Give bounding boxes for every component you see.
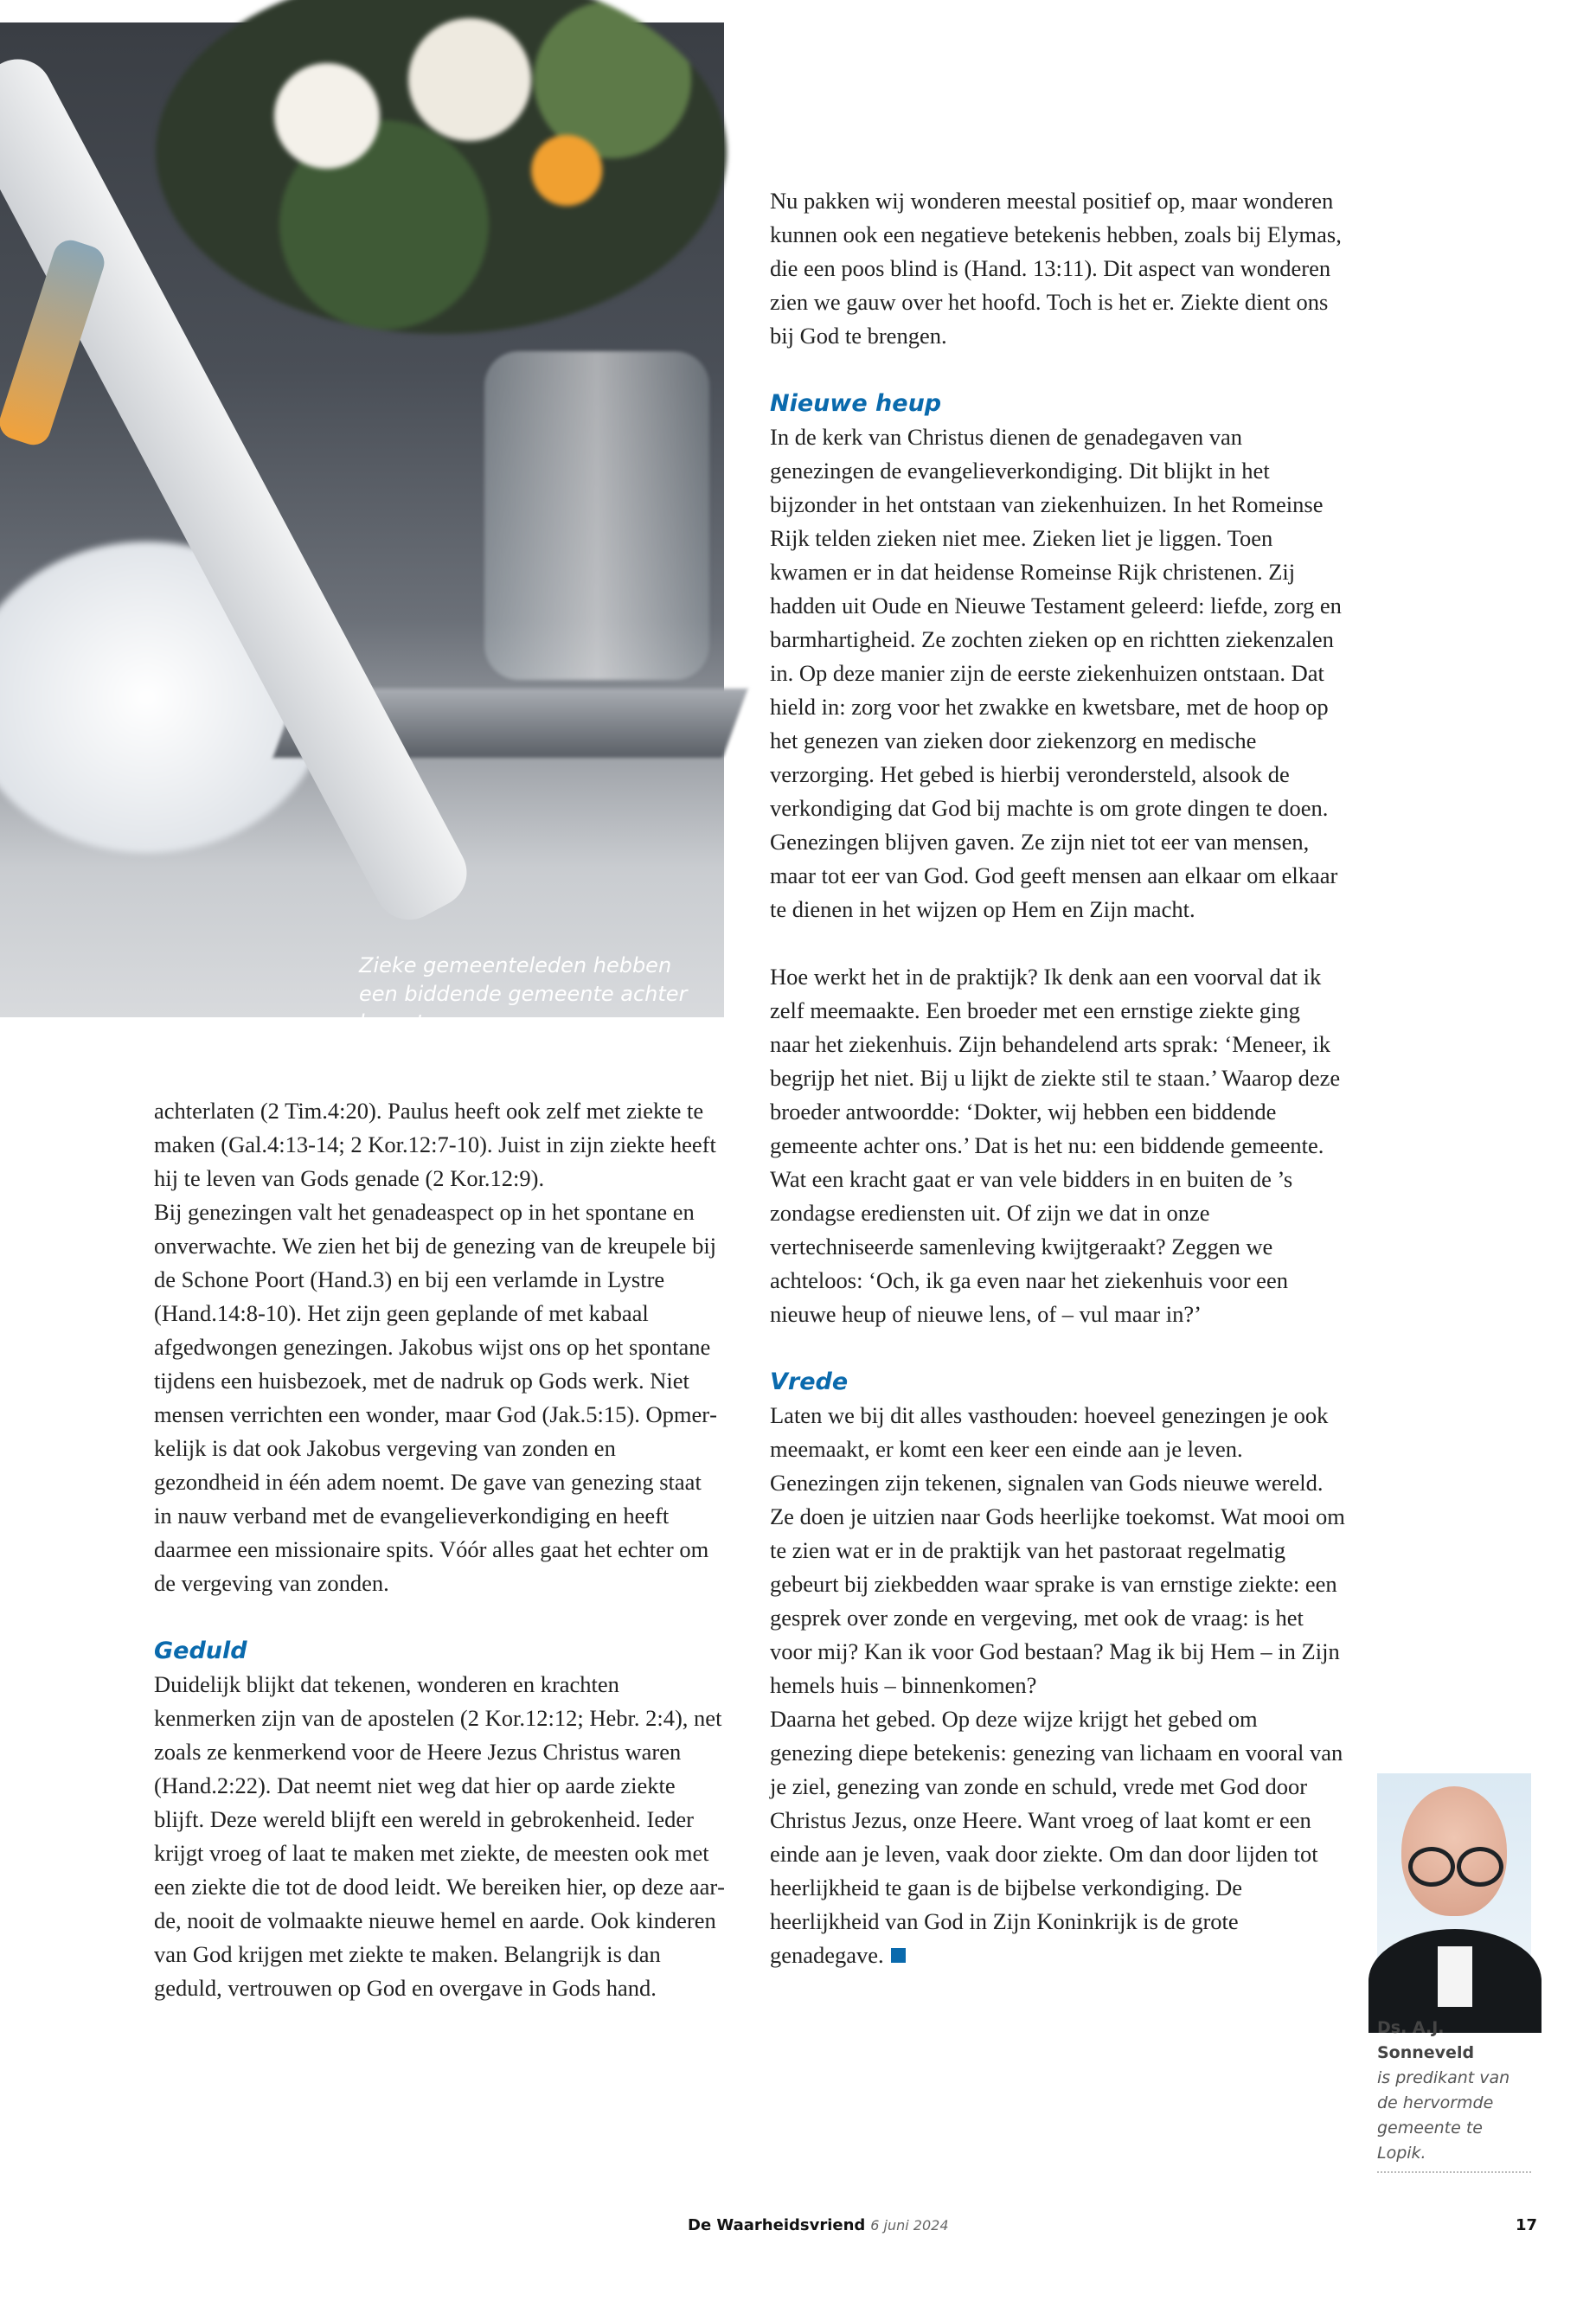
article-column-right-bottom: [770, 960, 1345, 1972]
subheading-geduld: Geduld: [154, 1638, 247, 1664]
author-role: is predikant van de hervormde gemeente te Lopik.: [1377, 2068, 1510, 2163]
photo-caption: Zieke gemeenteleden hebben een biddende gemeente achter hen staan.: [359, 953, 688, 1035]
paragraph: Bij genezingen valt het genadeaspect op in het spontane en onverwachte. We zien het bij de genezing van de kreupele bij de Schone Poort (Hand.3) en bij een verlamde in Lystre (Hand.14:8-10). Het zijn geen geplande of met kabaal afgedwongen genezingen. Jakobus wijst ons op het spontane tijdens een huisbezoek, met de nadruk op Gods werk. Niet mensen verrichten een wonder, maar God (Jak.5:15). Opmerkelijk is dat ook Jakobus vergeving van zonden en gezondheid in één adem noemt. De gave van genezing staat in nauw verband met de evangelieverkondiging en heeft daarmee een missionaire spits. Vóór alles gaat het echter om de vergeving van zonden.: [154, 1199, 717, 1596]
hospital-bed-flowers-photo: [0, 22, 724, 1035]
publication-name: De Waarheidsvriend: [688, 2216, 866, 2234]
final-text: Daarna het gebed. Op deze wijze krijgt het gebed om genezing diepe betekenis: genezing van lichaam en vooral van je ziel, genezing van zonde en schuld, vrede met God door Christus Jezus, onze Heere. Want vroeg of laat komt er een einde aan je leven, vaak door ziekte. Om dan door lijden tot heerlijkheid te gaan is de bijbelse verkondiging. De heerlijkheid van God in Zijn Koninkrijk is de grote genadegave.: [770, 1706, 1343, 1968]
paragraph: Laten we bij dit alles vasthouden: hoeveel genezingen je ook meemaakt, er komt een keer een einde aan je leven. Genezingen zijn tekenen, signalen van Gods nieuwe wereld. Ze doen je uitzien naar Gods heerlijke toekomst. Wat mooi om te zien wat er in de praktijk van het pastoraat regelmatig gebeurt bij ziekbedden waar sprake is van ernstige ziekte: een gesprek over zonde en vergeving, met ook de vraag: is het voor mij? Kan ik voor God bestaan? Mag ik bij Hem – in Zijn hemels huis – binnenkomen?: [770, 1402, 1345, 1698]
author-collar: [1438, 1946, 1472, 2007]
subheading-vrede: Vrede: [770, 1368, 849, 1395]
glasses-icon: [1401, 1847, 1507, 1881]
paragraph: Hoe werkt het in de praktijk? Ik denk aan een voorval dat ik zelf meemaakte. Een broeder met een ernstige ziekte ging naar het ziekenhuis. Zijn behandelend arts sprak: ‘Meneer, ik begrijp het niet. Bij u lijkt de ziekte stil te staan.’ Waarop deze broeder antwoordde: ‘Dokter, wij hebben een biddende gemeente achter ons.’ Dat is het nu: een biddende gemeente. Wat een kracht gaat er van vele bidders in en buiten de ’s zondagse erediensten uit. Of zijn we dat in onze vertechniseerde samenleving kwijtgeraakt? Zeggen we achteloos: ‘Och, ik ga even naar het ziekenhuis voor een nieuwe heup of nieuwe lens, of – vul maar in?’: [770, 964, 1341, 1327]
article-column-right-top: [770, 184, 1345, 926]
article-column-left: [154, 1094, 725, 2005]
publication-info: [688, 2216, 949, 2234]
author-name: Ds. A.J. Sonneveld: [1377, 2018, 1475, 2062]
paragraph: achterlaten (2 Tim.4:20). Paulus heeft ook zelf met ziekte te maken (Gal.4:13-14; 2 Kor.12:7-10). Juist in zijn ziekte heeft hij te leven van Gods genade (2 Kor.12:9).: [154, 1098, 716, 1191]
subheading-nieuwe-heup: Nieuwe heup: [770, 390, 942, 417]
paragraph: In de kerk van Christus dienen de genadegaven van genezingen de evangelieverkondiging. Dit blijkt in het bijzonder in het ontstaan van ziekenhuizen. In het Romeinse Rijk telden zieken niet mee. Zieken liet je liggen. Toen kwamen er in dat heidense Romeinse Rijk christenen. Zij hadden uit Oude en Nieuwe Testament geleerd: liefde, zorg en barmhartigheid. Ze zochten zieken op en richtten ziekenzalen in. Op deze manier zijn de eerste ziekenhuizen ontstaan. Dat hield in: zorg voor het zwakke en kwetsbare, met de hoop op het genezen van zieken door ziekenzorg en medische verzorging. Het gebed is hierbij verondersteld, alsook de verkondiging dat God bij machte is om grote dingen te doen. Genezingen blijven gaven. Ze zijn niet tot eer van mensen, maar tot eer van God. God geeft mensen aan elkaar om elkaar te dienen in het wijzen op Hem en Zijn macht.: [770, 424, 1342, 922]
page-number: 17: [1516, 2216, 1538, 2234]
paragraph: Nu pakken wij wonderen meestal positief op, maar wonderen kunnen ook een negatieve betekenis hebben, zoals bij Elymas, die een poos blind is (Hand. 13:11). Dit aspect van wonderen zien we gauw over het hoofd. Toch is het er. Ziekte dient ons bij God te brengen.: [770, 188, 1342, 349]
author-bio: [1377, 2016, 1531, 2173]
paragraph: Duidelijk blijkt dat tekenen, wonderen en krachten kenmerken zijn van de apostelen (2 Kor.12:12; Hebr. 2:4), net zoals ze kenmerkend voor de Heere Jezus Christus waren (Hand.2:22). Dat neemt niet weg dat hier op aarde ziekte blijft. Deze wereld blijft een wereld in gebrokenheid. Ieder krijgt vroeg of laat te maken met ziekte, de meesten ook met een ziekte die tot de dood leidt. We bereiken hier, op deze aarde, nooit de volmaakte nieuwe hemel en aarde. Ook kinderen van God krijgen met ziekte te maken. Belangrijk is dan geduld, vertrouwen op God en overgave in Gods hand.: [154, 1671, 725, 2001]
author-portrait: [1377, 1773, 1531, 2003]
dotted-divider: [1377, 2171, 1531, 2173]
glass-vase: [484, 351, 709, 680]
article-column-right: [770, 184, 1345, 1972]
flower-bouquet: [156, 0, 727, 334]
end-mark-icon: [891, 1948, 906, 1963]
publication-date: 6 juni 2024: [870, 2217, 949, 2234]
paragraph-final: [770, 1702, 1345, 1972]
